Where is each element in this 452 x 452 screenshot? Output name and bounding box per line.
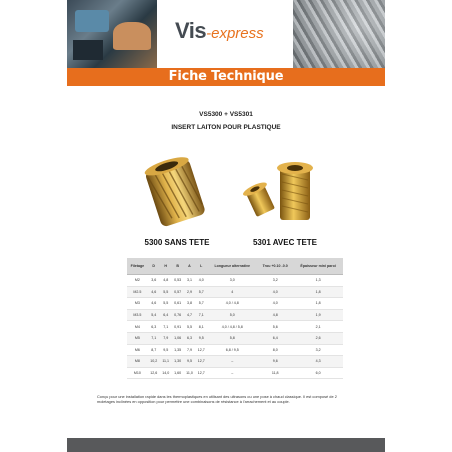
- table-cell: 2,1: [293, 321, 343, 333]
- table-cell: 4: [207, 286, 257, 298]
- table-cell: 0,91: [172, 321, 184, 333]
- table-row: [127, 356, 343, 368]
- table-cell: 3,8: [184, 298, 196, 310]
- table-cell: 6,8 / 9,5: [207, 344, 257, 356]
- banner-title: Fiche Technique: [67, 68, 385, 86]
- caption-5300: 5300 SANS TETE: [144, 238, 210, 247]
- table-cell: 6,3: [184, 332, 196, 344]
- table-header-cell: H: [160, 258, 172, 275]
- table-cell: 4,6: [148, 286, 160, 298]
- table-cell: 4,8: [257, 309, 293, 321]
- table-cell: 12,7: [195, 356, 207, 368]
- table-cell: 5,5: [184, 321, 196, 333]
- table-cell: 7,9: [184, 344, 196, 356]
- brand-logo: [175, 18, 295, 52]
- table-cell: 0,61: [172, 298, 184, 310]
- table-cell: 1,9: [293, 309, 343, 321]
- table-header-cell: Épaisseur mini paroi: [293, 258, 343, 275]
- table-cell: 6,0: [293, 367, 343, 379]
- table-header: [127, 258, 343, 275]
- insert-5301-image: [238, 148, 318, 230]
- table-cell: 5,7: [195, 286, 207, 298]
- table-cell: 4,0: [257, 286, 293, 298]
- photo-detail: [73, 40, 103, 60]
- table-cell: 3,1: [184, 275, 196, 287]
- table-cell: 6,4: [160, 309, 172, 321]
- table-cell: 4,0 / 4,8: [207, 298, 257, 310]
- table-cell: 14,0: [160, 367, 172, 379]
- table-cell: 11,0: [184, 367, 196, 379]
- photo-detail: [75, 10, 109, 32]
- table-header-cell: Longueur alternative: [207, 258, 257, 275]
- table-cell: M6: [127, 344, 148, 356]
- table-cell: 9,5: [184, 356, 196, 368]
- table-cell: 7,1: [160, 321, 172, 333]
- table-row: [127, 309, 343, 321]
- table-cell: 7,9: [160, 332, 172, 344]
- table-cell: 0,57: [172, 286, 184, 298]
- product-refs: VS5300 + VS5301: [199, 111, 253, 118]
- table-cell: 4,7: [184, 309, 196, 321]
- brand-suffix: -express: [206, 25, 264, 42]
- table-cell: 0,76: [172, 309, 184, 321]
- product-description: Conçu pour une installation rapide dans les thermoplastiques en utilisant des ultrasons ou une pose à chaud classique. Il est composé de 2 moletages inclinées en opposition pour permettre une combinaisons de résistance à l'arrachement et au couple.: [97, 394, 337, 404]
- table-row: [127, 286, 343, 298]
- header-photo-screws: [293, 0, 385, 68]
- table-cell: M3.5: [127, 309, 148, 321]
- table-cell: M5: [127, 332, 148, 344]
- table-cell: 9,6: [257, 356, 293, 368]
- table-cell: 5,0: [207, 309, 257, 321]
- table-row: [127, 298, 343, 310]
- table-cell: 9,5: [160, 344, 172, 356]
- table-cell: –: [207, 356, 257, 368]
- table-cell: 3,0: [207, 275, 257, 287]
- dimensions-table: [127, 258, 343, 379]
- table-header-cell: A: [184, 258, 196, 275]
- table-cell: 1,8: [293, 286, 343, 298]
- table-cell: 6,3: [148, 321, 160, 333]
- product-title: INSERT LAITON POUR PLASTIQUE: [171, 124, 281, 131]
- table-cell: 0,53: [172, 275, 184, 287]
- insert-5300-image: [134, 152, 216, 232]
- table-cell: 8,1: [195, 321, 207, 333]
- table-cell: 5,8: [207, 332, 257, 344]
- caption-5301: 5301 AVEC TETE: [252, 238, 318, 247]
- table-header-cell: Trou +0.10 -0.0: [257, 258, 293, 275]
- table-cell: 4,0: [257, 298, 293, 310]
- table-row: [127, 344, 343, 356]
- table-row: [127, 332, 343, 344]
- table-cell: M8: [127, 356, 148, 368]
- table-cell: 5,4: [148, 309, 160, 321]
- table-cell: 11,1: [160, 356, 172, 368]
- table-cell: 8,0: [257, 344, 293, 356]
- table-cell: 3,2: [293, 344, 343, 356]
- table-cell: 1,3: [293, 275, 343, 287]
- table-cell: 8,7: [148, 344, 160, 356]
- table-cell: 1,30: [172, 356, 184, 368]
- table-cell: 7,1: [148, 332, 160, 344]
- brand-name: Vis: [175, 18, 207, 43]
- table-cell: 4,3: [293, 356, 343, 368]
- footer-bar: [67, 438, 385, 452]
- table-cell: 12,7: [195, 367, 207, 379]
- photo-detail: [113, 22, 151, 50]
- table-cell: 1,35: [172, 344, 184, 356]
- table-cell: 5,7: [195, 298, 207, 310]
- table-cell: M2.5: [127, 286, 148, 298]
- table-cell: 10,2: [148, 356, 160, 368]
- table-cell: 2,9: [184, 286, 196, 298]
- table-header-cell: L: [195, 258, 207, 275]
- table-cell: 11,8: [257, 367, 293, 379]
- table-cell: 3,2: [257, 275, 293, 287]
- table-cell: 1,8: [293, 298, 343, 310]
- table-cell: M10: [127, 367, 148, 379]
- table-cell: 5,5: [160, 298, 172, 310]
- table-cell: M4: [127, 321, 148, 333]
- table-cell: 12,6: [148, 367, 160, 379]
- table-cell: 4,0: [195, 275, 207, 287]
- table-cell: 12,7: [195, 344, 207, 356]
- table-header-cell: B: [172, 258, 184, 275]
- table-cell: 7,1: [195, 309, 207, 321]
- table-row: [127, 367, 343, 379]
- table-cell: M3: [127, 298, 148, 310]
- table-cell: 2,6: [293, 332, 343, 344]
- table-row: [127, 321, 343, 333]
- table-cell: 5,5: [160, 286, 172, 298]
- table-cell: 4,8: [160, 275, 172, 287]
- table-row: [127, 275, 343, 287]
- header-photo-tools: [67, 0, 157, 68]
- table-cell: 1,60: [172, 367, 184, 379]
- table-cell: 3,6: [148, 275, 160, 287]
- table-cell: 4,0 / 4,8 / 5,8: [207, 321, 257, 333]
- table-cell: M2: [127, 275, 148, 287]
- table-cell: –: [207, 367, 257, 379]
- technical-sheet: [67, 0, 385, 452]
- table-cell: 9,5: [195, 332, 207, 344]
- table-cell: 5,6: [257, 321, 293, 333]
- table-header-cell: D: [148, 258, 160, 275]
- table-cell: 6,4: [257, 332, 293, 344]
- table-header-cell: Filetage: [127, 258, 148, 275]
- table-cell: 1,06: [172, 332, 184, 344]
- table-cell: 4,6: [148, 298, 160, 310]
